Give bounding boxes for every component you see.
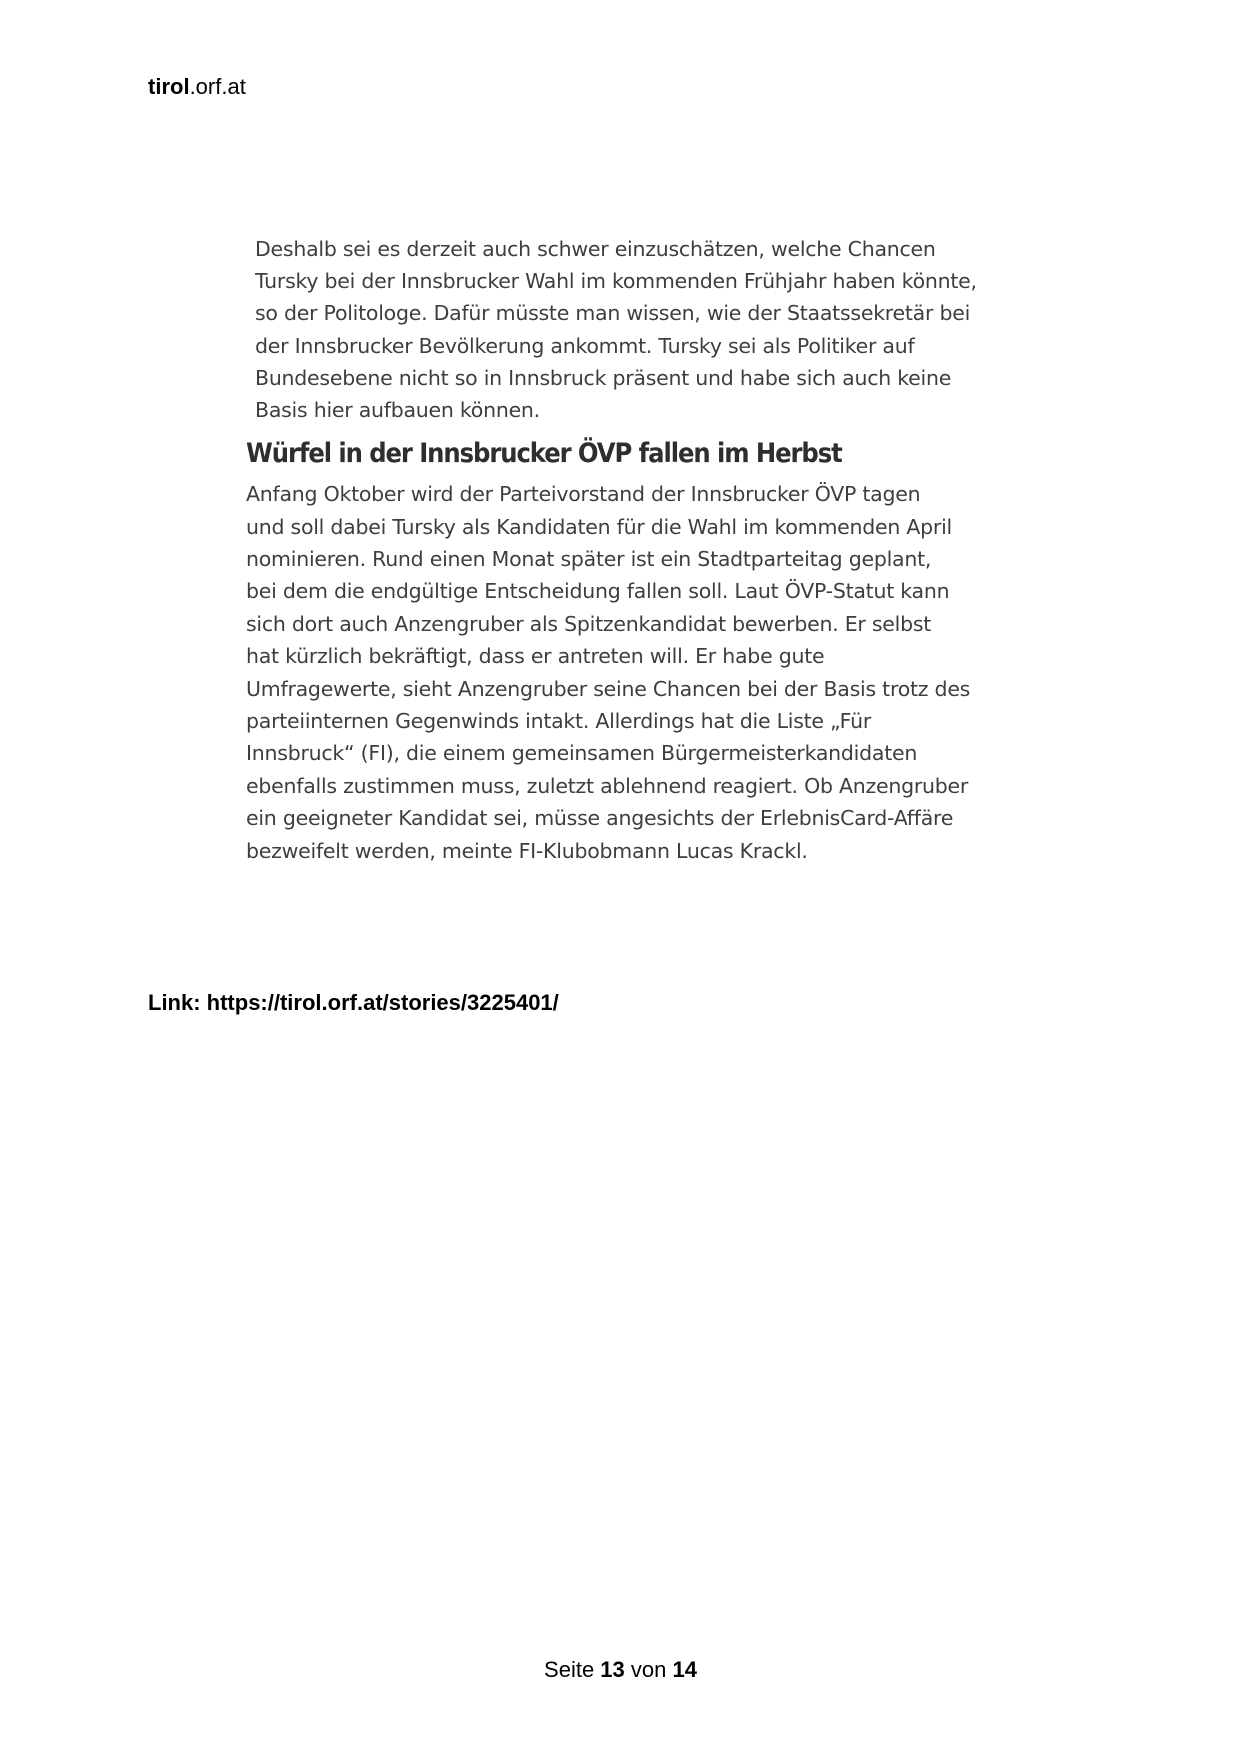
text-line: und soll dabei Tursky als Kandidaten für die Wahl im kommenden April [246, 514, 953, 539]
text-line: nominieren. Rund einen Monat später ist ein Stadtparteitag geplant, [246, 547, 932, 572]
text-line: ebenfalls zustimmen muss, zuletzt ablehnend reagiert. Ob Anzengruber [246, 773, 969, 798]
page-separator: von [624, 1657, 673, 1682]
text-line: Bundesebene nicht so in Innsbruck präsent und habe sich auch keine [255, 365, 952, 390]
article-subheading: Würfel in der Innsbrucker ÖVP fallen im Herbst [246, 438, 842, 470]
text-line: Umfragewerte, sieht Anzengruber seine Chancen bei der Basis trotz des [246, 676, 971, 701]
site-name-domain: .orf.at [189, 74, 246, 99]
text-line: Tursky bei der Innsbrucker Wahl im kommenden Frühjahr haben könnte, [255, 269, 977, 294]
text-line: bei dem die endgültige Entscheidung fallen soll. Laut ÖVP-Statut kann [246, 579, 950, 604]
text-line: Innsbruck“ (FI), die einem gemeinsamen Bürgermeisterkandidaten [246, 741, 918, 766]
site-name-bold: tirol [148, 74, 190, 99]
text-line: bezweifelt werden, meinte FI-Klubobmann Lucas Krackl. [246, 838, 808, 863]
current-page: 13 [600, 1657, 625, 1682]
total-pages: 14 [672, 1657, 697, 1682]
article-clipping [236, 233, 1006, 867]
site-header [148, 74, 246, 100]
text-line: so der Politologe. Dafür müsste man wissen, wie der Staatssekretär bei [255, 301, 971, 326]
text-line: hat kürzlich bekräftigt, dass er antreten will. Er habe gute [246, 644, 825, 669]
text-line: parteiinternen Gegenwinds intakt. Allerdings hat die Liste „Für [246, 709, 872, 734]
text-line: der Innsbrucker Bevölkerung ankommt. Tursky sei als Politiker auf [255, 333, 915, 358]
text-line: sich dort auch Anzengruber als Spitzenkandidat bewerben. Er selbst [246, 611, 932, 636]
text-line: ein geeigneter Kandidat sei, müsse angesichts der ErlebnisCard-Affäre [246, 806, 954, 831]
text-line: Anfang Oktober wird der Parteivorstand der Innsbrucker ÖVP tagen [246, 482, 921, 507]
source-link[interactable]: Link: https://tirol.orf.at/stories/3225401/ [148, 990, 559, 1015]
article-paragraph [255, 233, 1006, 426]
text-line: Basis hier aufbauen können. [255, 398, 540, 423]
page-number-footer [0, 1657, 1241, 1683]
text-line: Deshalb sei es derzeit auch schwer einzuschätzen, welche Chancen [255, 237, 936, 261]
article-paragraph [246, 478, 1006, 867]
page-label: Seite [544, 1657, 601, 1682]
